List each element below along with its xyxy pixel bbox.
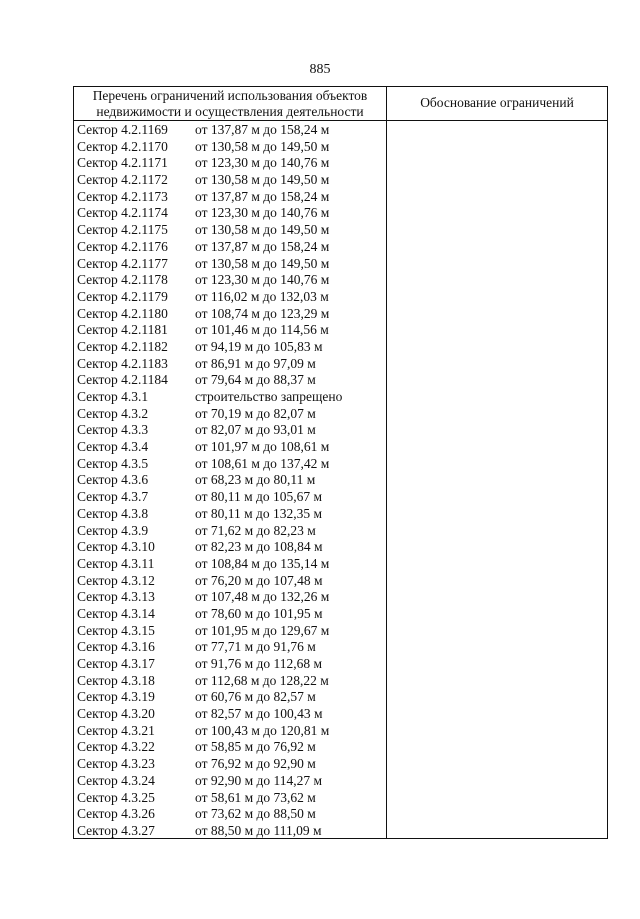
- table-row: [74, 539, 386, 556]
- sector-cell: Сектор 4.2.1174: [77, 205, 168, 221]
- table-row: [74, 723, 386, 740]
- range-cell: от 123,30 м до 140,76 м: [195, 155, 330, 171]
- range-cell: от 116,02 м до 132,03 м: [195, 288, 329, 304]
- range-cell: от 108,61 м до 137,42 м: [195, 455, 330, 471]
- sector-cell: Сектор 4.2.1183: [77, 355, 168, 371]
- table-row: [74, 689, 386, 706]
- table-row: [74, 589, 386, 606]
- table-row: [74, 289, 386, 306]
- range-cell: от 101,46 м до 114,56 м: [195, 322, 329, 338]
- sector-cell: Сектор 4.3.13: [77, 589, 155, 605]
- sector-cell: Сектор 4.2.1170: [77, 138, 168, 154]
- sector-cell: Сектор 4.2.1179: [77, 288, 168, 304]
- sector-cell: Сектор 4.3.8: [77, 505, 149, 521]
- table-row: [74, 456, 386, 473]
- sector-cell: Сектор 4.2.1181: [77, 322, 168, 338]
- sector-cell: Сектор 4.2.1184: [77, 372, 168, 388]
- range-cell: от 137,87 м до 158,24 м: [195, 122, 330, 137]
- table-row: [74, 673, 386, 690]
- range-cell: от 130,58 м до 149,50 м: [195, 222, 330, 238]
- range-cell: от 68,23 м до 80,11 м: [195, 472, 316, 488]
- table-row: [74, 155, 386, 172]
- range-cell: от 112,68 м до 128,22 м: [195, 672, 329, 688]
- sector-cell: Сектор 4.3.23: [77, 756, 155, 772]
- table-row: [74, 172, 386, 189]
- header-left-line-2: недвижимости и осуществления деятельности: [96, 104, 364, 119]
- table-row: [74, 422, 386, 439]
- sector-cell: Сектор 4.3.22: [77, 739, 155, 755]
- sector-cell: Сектор 4.3.6: [77, 472, 149, 488]
- table-row: [74, 239, 386, 256]
- range-cell: от 123,30 м до 140,76 м: [195, 205, 330, 221]
- table-row: [74, 756, 386, 773]
- table-row: [74, 389, 386, 406]
- table-row: [74, 272, 386, 289]
- range-cell: от 86,91 м до 97,09 м: [195, 355, 316, 371]
- range-cell: от 123,30 м до 140,76 м: [195, 272, 330, 288]
- sector-cell: Сектор 4.3.3: [77, 422, 149, 438]
- sector-cell: Сектор 4.2.1180: [77, 305, 168, 321]
- table-row: [74, 339, 386, 356]
- range-cell: от 137,87 м до 158,24 м: [195, 188, 330, 204]
- sector-cell: Сектор 4.3.11: [77, 555, 155, 571]
- table-row: [74, 806, 386, 823]
- table-row: [74, 472, 386, 489]
- range-cell: от 58,61 м до 73,62 м: [195, 789, 316, 805]
- sector-cell: Сектор 4.3.27: [77, 822, 155, 838]
- range-cell: от 80,11 м до 132,35 м: [195, 505, 323, 521]
- range-cell: от 78,60 м до 101,95 м: [195, 605, 323, 621]
- range-cell: от 71,62 м до 82,23 м: [195, 522, 316, 538]
- range-cell: от 60,76 м до 82,57 м: [195, 689, 316, 705]
- header-justification: Обоснование ограничений: [420, 95, 574, 110]
- table-row: [74, 139, 386, 156]
- sector-cell: Сектор 4.2.1178: [77, 272, 168, 288]
- range-cell: от 101,97 м до 108,61 м: [195, 439, 330, 455]
- sector-cell: Сектор 4.3.15: [77, 622, 155, 638]
- sector-cell: Сектор 4.3.18: [77, 672, 155, 688]
- page-number: 885: [309, 62, 331, 77]
- sector-cell: Сектор 4.2.1173: [77, 188, 168, 204]
- sector-cell: Сектор 4.2.1182: [77, 338, 168, 354]
- sector-cell: Сектор 4.3.16: [77, 639, 155, 655]
- sector-cell: Сектор 4.2.1176: [77, 238, 168, 254]
- sector-cell: Сектор 4.3.17: [77, 656, 155, 671]
- table-row: [74, 606, 386, 623]
- range-cell: от 130,58 м до 149,50 м: [195, 255, 330, 271]
- sector-cell: Сектор 4.2.1172: [77, 172, 168, 188]
- sector-cell: Сектор 4.3.19: [77, 689, 155, 705]
- restrictions-table: [73, 86, 608, 839]
- sector-cell: Сектор 4.3.24: [77, 772, 155, 788]
- sector-cell: Сектор 4.3.14: [77, 605, 155, 621]
- range-cell: от 88,50 м до 111,09 м: [195, 822, 322, 838]
- range-cell: от 79,64 м до 88,37 м: [195, 372, 316, 388]
- table-row: [74, 656, 386, 673]
- range-cell: от 108,84 м до 135,14 м: [195, 555, 330, 571]
- header-divider: [74, 120, 607, 121]
- sector-cell: Сектор 4.3.21: [77, 722, 155, 738]
- sector-cell: Сектор 4.2.1177: [77, 255, 168, 271]
- column-divider: [386, 87, 387, 838]
- range-cell: от 82,57 м до 100,43 м: [195, 706, 323, 722]
- table-row: [74, 322, 386, 339]
- range-cell: строительство запрещено: [195, 389, 343, 404]
- range-cell: от 77,71 м до 91,76 м: [195, 639, 316, 655]
- table-row: [74, 623, 386, 640]
- sector-cell: Сектор 4.3.26: [77, 806, 155, 822]
- header-left-line-1: Перечень ограничений использования объектов: [92, 88, 368, 103]
- header-restrictions-list: [74, 88, 386, 120]
- sector-cell: Сектор 4.3.12: [77, 572, 155, 588]
- range-cell: от 92,90 м до 114,27 м: [195, 772, 323, 788]
- table-row: [74, 739, 386, 756]
- range-cell: от 94,19 м до 105,83 м: [195, 338, 323, 354]
- sector-cell: Сектор 4.3.2: [77, 405, 149, 421]
- table-row: [74, 790, 386, 807]
- sector-cell: Сектор 4.3.7: [77, 489, 149, 505]
- sector-cell: Сектор 4.3.20: [77, 706, 155, 722]
- table-row: [74, 773, 386, 790]
- sector-cell: Сектор 4.3.4: [77, 439, 149, 455]
- sector-cell: Сектор 4.3.25: [77, 789, 155, 805]
- range-cell: от 137,87 м до 158,24 м: [195, 238, 330, 254]
- table-row: [74, 189, 386, 206]
- range-cell: от 91,76 м до 112,68 м: [195, 656, 323, 671]
- range-cell: от 82,23 м до 108,84 м: [195, 539, 323, 555]
- table-row: [74, 706, 386, 723]
- table-row: [74, 222, 386, 239]
- table-row: [74, 306, 386, 323]
- range-cell: от 108,74 м до 123,29 м: [195, 305, 330, 321]
- table-row: [74, 556, 386, 573]
- sector-cell: Сектор 4.3.10: [77, 539, 155, 555]
- table-row: [74, 356, 386, 373]
- range-cell: от 130,58 м до 149,50 м: [195, 138, 330, 154]
- range-cell: от 76,92 м до 92,90 м: [195, 756, 316, 772]
- sector-cell: Сектор 4.2.1175: [77, 222, 168, 238]
- table-row: [74, 372, 386, 389]
- range-cell: от 101,95 м до 129,67 м: [195, 622, 330, 638]
- range-cell: от 82,07 м до 93,01 м: [195, 422, 316, 438]
- sector-cell: Сектор 4.2.1171: [77, 155, 168, 171]
- range-cell: от 70,19 м до 82,07 м: [195, 405, 316, 421]
- range-cell: от 130,58 м до 149,50 м: [195, 172, 330, 188]
- table-row: [74, 523, 386, 540]
- range-cell: от 80,11 м до 105,67 м: [195, 489, 323, 505]
- sector-cell: Сектор 4.3.1: [77, 389, 149, 404]
- table-row: [74, 439, 386, 456]
- table-row: [74, 256, 386, 273]
- table-row: [74, 573, 386, 590]
- sector-cell: Сектор 4.2.1169: [77, 122, 168, 137]
- table-body: [74, 122, 386, 840]
- table-row: [74, 122, 386, 139]
- table-row: [74, 489, 386, 506]
- table-row: [74, 506, 386, 523]
- range-cell: от 73,62 м до 88,50 м: [195, 806, 316, 822]
- table-row: [74, 406, 386, 423]
- sector-cell: Сектор 4.3.9: [77, 522, 149, 538]
- range-cell: от 76,20 м до 107,48 м: [195, 572, 323, 588]
- range-cell: от 107,48 м до 132,26 м: [195, 589, 330, 605]
- range-cell: от 58,85 м до 76,92 м: [195, 739, 316, 755]
- table-row: [74, 205, 386, 222]
- table-row: [74, 823, 386, 840]
- range-cell: от 100,43 м до 120,81 м: [195, 722, 330, 738]
- sector-cell: Сектор 4.3.5: [77, 455, 149, 471]
- table-row: [74, 639, 386, 656]
